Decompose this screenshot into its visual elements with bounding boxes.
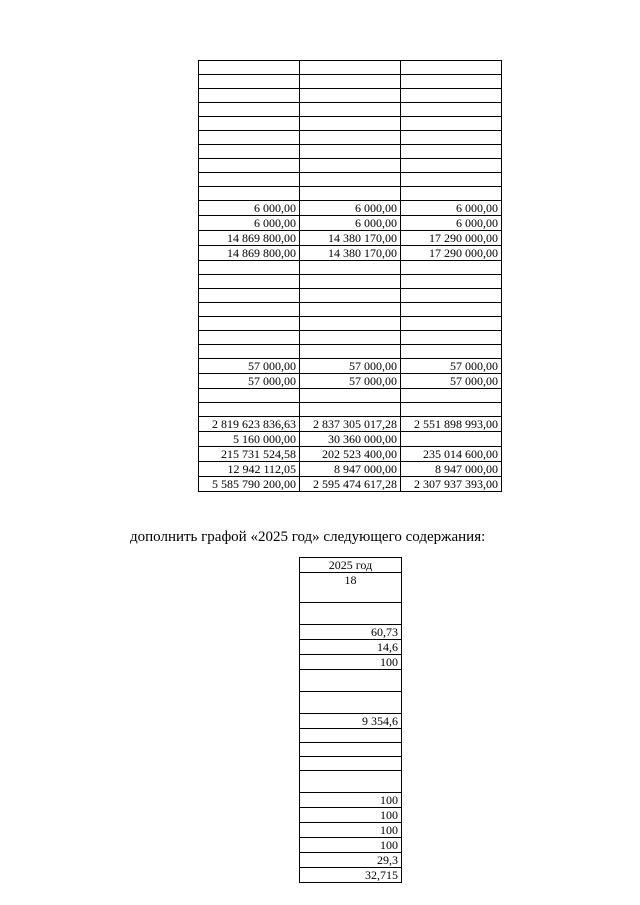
table-cell: 17 290 000,00 <box>401 231 502 246</box>
table-cell <box>300 289 401 303</box>
table-row <box>199 231 502 246</box>
table-cell <box>199 61 300 75</box>
table-cell <box>199 345 300 359</box>
table-cell <box>401 261 502 275</box>
table-cell: 215 731 524,58 <box>199 447 300 462</box>
table-cell: 60,73 <box>300 625 402 640</box>
table-cell: 14,6 <box>300 640 402 655</box>
table-row <box>300 757 402 771</box>
table-cell: 14 380 170,00 <box>300 231 401 246</box>
table-cell: 2 819 623 836,63 <box>199 417 300 432</box>
table-cell <box>401 345 502 359</box>
table-row <box>199 417 502 432</box>
table-row <box>199 103 502 117</box>
table-row <box>300 743 402 757</box>
table-cell: 8 947 000,00 <box>401 462 502 477</box>
table-cell <box>401 145 502 159</box>
table-row <box>199 462 502 477</box>
table-row <box>300 625 402 640</box>
table-row <box>199 145 502 159</box>
table-cell <box>300 317 401 331</box>
table-cell: 57 000,00 <box>300 374 401 389</box>
table-cell <box>401 89 502 103</box>
table-cell: 17 290 000,00 <box>401 246 502 261</box>
year-2025-column-table-body <box>300 558 402 883</box>
table-cell: 30 360 000,00 <box>300 432 401 447</box>
table-cell <box>199 403 300 417</box>
table-row <box>199 345 502 359</box>
table-cell <box>401 303 502 317</box>
table-cell: 100 <box>300 838 402 853</box>
table-cell: 6 000,00 <box>199 201 300 216</box>
table-cell <box>401 317 502 331</box>
table-row <box>300 838 402 853</box>
table-row <box>199 403 502 417</box>
table-cell: 6 000,00 <box>300 201 401 216</box>
table-row <box>199 331 502 345</box>
table-row <box>300 793 402 808</box>
table-cell: 57 000,00 <box>401 359 502 374</box>
table-cell: 57 000,00 <box>199 359 300 374</box>
table-cell: 6 000,00 <box>199 216 300 231</box>
table-row <box>300 729 402 743</box>
table-row <box>199 477 502 492</box>
year-2025-column-table <box>299 557 402 883</box>
table-cell <box>300 331 401 345</box>
table-row <box>300 771 402 793</box>
table-cell: 18 <box>300 573 402 603</box>
table-cell: 14 380 170,00 <box>300 246 401 261</box>
table-cell: 57 000,00 <box>401 374 502 389</box>
table-cell <box>199 75 300 89</box>
table-cell <box>300 89 401 103</box>
table-row <box>300 573 402 603</box>
table-cell <box>300 670 402 692</box>
table-cell: 100 <box>300 808 402 823</box>
table-cell <box>199 159 300 173</box>
table-row <box>199 359 502 374</box>
table-cell <box>300 75 401 89</box>
table-cell <box>401 117 502 131</box>
table-row <box>199 289 502 303</box>
table-row <box>300 670 402 692</box>
table-cell <box>300 173 401 187</box>
table-cell <box>300 261 401 275</box>
table-cell <box>300 61 401 75</box>
table-cell <box>300 692 402 714</box>
table-cell <box>300 403 401 417</box>
table-row <box>199 216 502 231</box>
table-row <box>199 89 502 103</box>
table-row <box>300 853 402 868</box>
table-cell: 2 595 474 617,28 <box>300 477 401 492</box>
table-cell <box>300 275 401 289</box>
table-cell <box>401 331 502 345</box>
table-cell <box>300 159 401 173</box>
table-cell: 100 <box>300 655 402 670</box>
table-cell <box>199 317 300 331</box>
table-cell <box>401 173 502 187</box>
table-row <box>199 159 502 173</box>
table-row <box>199 447 502 462</box>
table-cell <box>199 117 300 131</box>
table-cell: 2 307 937 393,00 <box>401 477 502 492</box>
table-cell: 100 <box>300 793 402 808</box>
table-cell <box>199 173 300 187</box>
table-row <box>300 603 402 625</box>
table-row <box>199 75 502 89</box>
table-cell <box>199 303 300 317</box>
table-cell <box>199 187 300 201</box>
table-cell <box>199 289 300 303</box>
table-cell <box>199 103 300 117</box>
table-cell <box>300 389 401 403</box>
table-cell <box>300 131 401 145</box>
table-cell: 57 000,00 <box>199 374 300 389</box>
table-row <box>300 808 402 823</box>
table-cell: 6 000,00 <box>401 201 502 216</box>
table-cell <box>401 403 502 417</box>
table-row <box>199 389 502 403</box>
table-header-row <box>300 558 402 573</box>
table-cell <box>199 89 300 103</box>
table-cell: 2 551 898 993,00 <box>401 417 502 432</box>
table-cell <box>401 275 502 289</box>
table-row <box>199 432 502 447</box>
table-cell: 6 000,00 <box>401 216 502 231</box>
budget-values-table-body <box>199 61 502 492</box>
amendment-caption: дополнить графой «2025 год» следующего содержания: <box>130 529 486 545</box>
column-header-2025: 2025 год <box>300 558 402 573</box>
table-cell <box>199 131 300 145</box>
table-row <box>300 692 402 714</box>
table-cell <box>300 103 401 117</box>
table-cell <box>401 187 502 201</box>
table-row <box>199 317 502 331</box>
table-cell: 6 000,00 <box>300 216 401 231</box>
table-cell <box>401 389 502 403</box>
table-cell: 2 837 305 017,28 <box>300 417 401 432</box>
table-cell: 32,715 <box>300 868 402 883</box>
table-cell <box>300 729 402 743</box>
table-cell: 14 869 800,00 <box>199 246 300 261</box>
table-row <box>300 640 402 655</box>
table-cell <box>199 389 300 403</box>
table-cell <box>401 159 502 173</box>
table-cell <box>199 145 300 159</box>
table-cell <box>401 432 502 447</box>
table-row <box>199 246 502 261</box>
table-cell: 5 160 000,00 <box>199 432 300 447</box>
table-row <box>199 275 502 289</box>
table-cell: 202 523 400,00 <box>300 447 401 462</box>
table-row <box>199 303 502 317</box>
table-cell: 8 947 000,00 <box>300 462 401 477</box>
table-cell <box>401 75 502 89</box>
budget-values-table <box>198 60 502 492</box>
table-row <box>199 61 502 75</box>
table-row <box>199 201 502 216</box>
table-cell: 235 014 600,00 <box>401 447 502 462</box>
table-cell <box>300 743 402 757</box>
table-row <box>199 374 502 389</box>
table-cell <box>300 117 401 131</box>
table-row <box>199 117 502 131</box>
table-cell <box>300 187 401 201</box>
table-cell <box>300 603 402 625</box>
table-cell: 57 000,00 <box>300 359 401 374</box>
table-cell <box>199 331 300 345</box>
table-row <box>199 261 502 275</box>
table-cell <box>401 131 502 145</box>
table-cell <box>300 345 401 359</box>
table-row <box>199 173 502 187</box>
table-row <box>199 187 502 201</box>
table-cell: 14 869 800,00 <box>199 231 300 246</box>
table-cell <box>199 275 300 289</box>
table-cell: 12 942 112,05 <box>199 462 300 477</box>
table-cell <box>300 303 401 317</box>
table-cell: 29,3 <box>300 853 402 868</box>
table-cell: 100 <box>300 823 402 838</box>
table-row <box>300 823 402 838</box>
table-row <box>300 868 402 883</box>
table-cell <box>401 289 502 303</box>
table-cell <box>401 103 502 117</box>
table-cell <box>401 61 502 75</box>
table-cell <box>300 145 401 159</box>
table-row <box>199 131 502 145</box>
table-row <box>300 655 402 670</box>
table-cell: 9 354,6 <box>300 714 402 729</box>
table-cell: 5 585 790 200,00 <box>199 477 300 492</box>
table-cell <box>300 757 402 771</box>
table-row <box>300 714 402 729</box>
table-cell <box>199 261 300 275</box>
table-cell <box>300 771 402 793</box>
